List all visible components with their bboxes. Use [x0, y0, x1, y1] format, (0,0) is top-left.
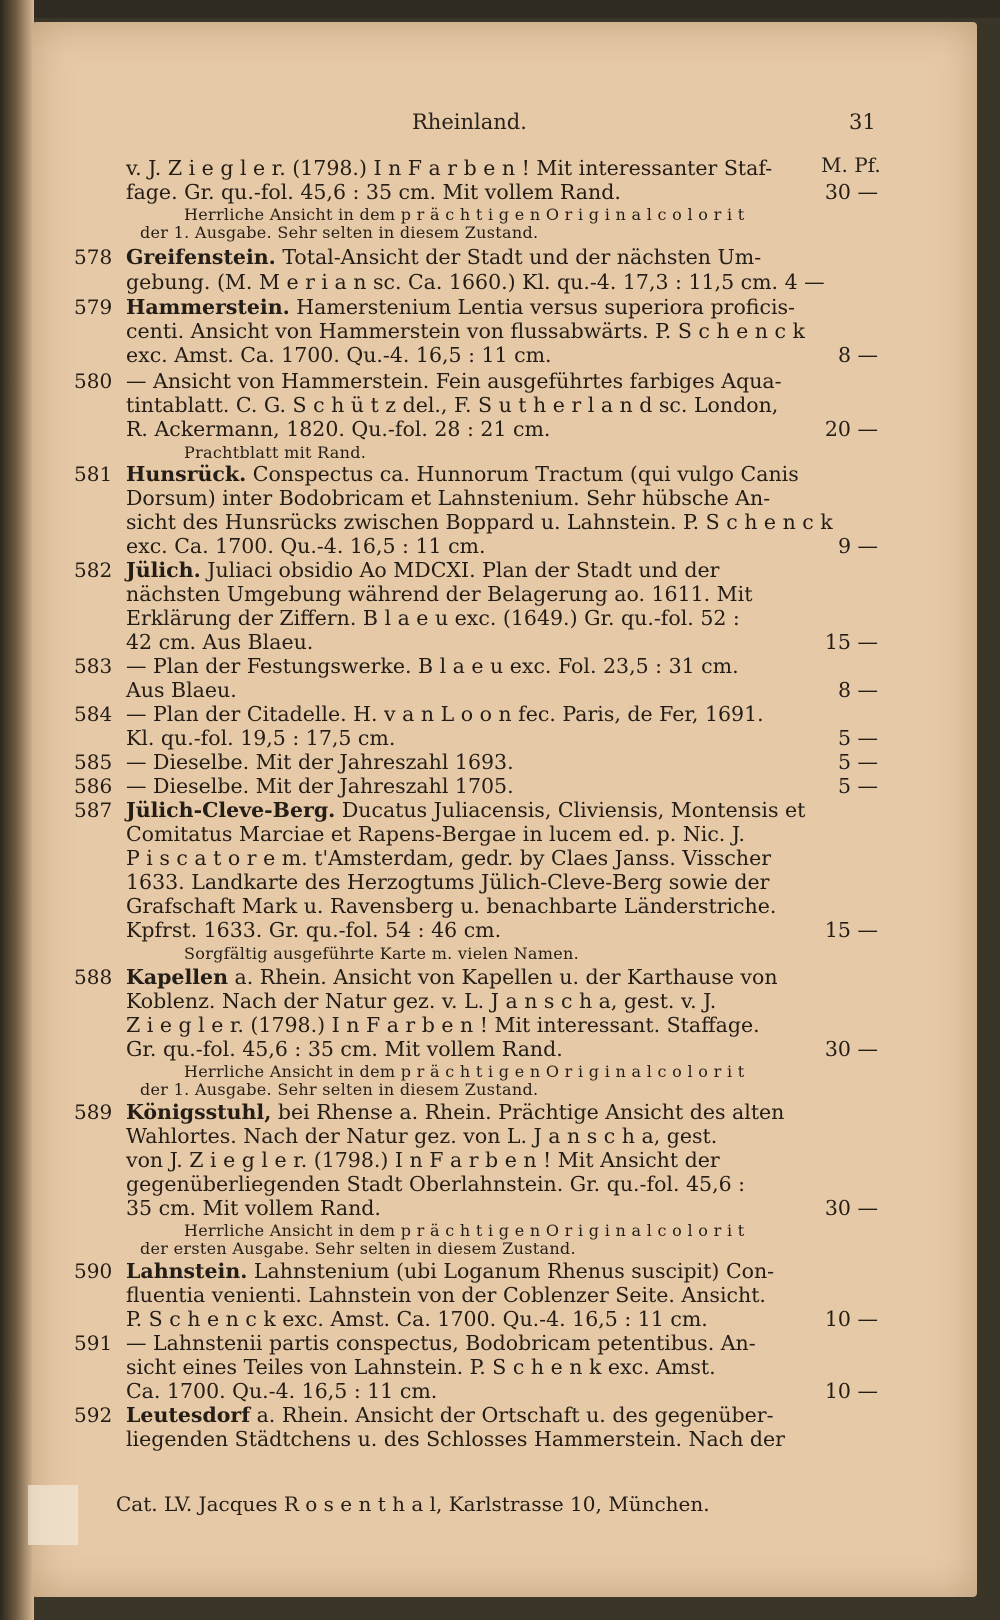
catalog-line-text: Aus Blaeu. — [126, 678, 237, 702]
catalog-line-text: Gr. qu.-fol. 45,6 : 35 cm. Mit vollem Rand. — [126, 1037, 563, 1061]
entry-number: 584 — [74, 702, 113, 726]
catalog-line — [126, 750, 878, 774]
catalog-line-text: fluentia venienti. Lahnstein von der Coblenzer Seite. Ansicht. — [126, 1283, 766, 1307]
entry-price: 10 — — [824, 1379, 878, 1403]
catalog-line — [126, 1427, 878, 1451]
catalog-line — [126, 1172, 878, 1196]
catalog-line — [126, 270, 878, 294]
catalog-line-text: Kpfrst. 1633. Gr. qu.-fol. 54 : 46 cm. — [126, 918, 502, 942]
catalog-line-text: 35 cm. Mit vollem Rand. — [126, 1196, 381, 1220]
catalog-line-text: Herrliche Ansicht in dem p r ä c h t i g e n O r i g i n a l c o l o r i t — [184, 205, 745, 224]
catalog-line — [126, 846, 878, 870]
catalog-line-text: 42 cm. Aus Blaeu. — [126, 630, 314, 654]
entry-price: 5 — — [837, 750, 878, 774]
catalog-line — [126, 156, 878, 180]
catalog-line-text: gebung. (M. M e r i a n sc. Ca. 1660.) Kl. qu.-4. 17,3 : 11,5 cm. 4 — — [126, 270, 825, 294]
catalog-line-text: Herrliche Ansicht in dem p r ä c h t i g e n O r i g i n a l c o l o r i t — [184, 1221, 745, 1240]
catalog-line-text: — Lahnstenii partis conspectus, Bodobricam petentibus. An- — [126, 1331, 756, 1355]
catalog-line — [126, 1283, 878, 1307]
entry-price: 20 — — [824, 417, 878, 441]
entry-number: 586 — [74, 774, 113, 798]
catalog-line — [126, 534, 878, 558]
catalog-line — [126, 1259, 878, 1283]
catalog-line-text: sicht des Hunsrücks zwischen Boppard u. Lahnstein. P. S c h e n c k — [126, 510, 833, 534]
catalog-line-text: — Dieselbe. Mit der Jahreszahl 1705. — [126, 774, 514, 798]
entry-number: 592 — [74, 1403, 113, 1427]
catalog-line-text: nächsten Umgebung während der Belagerung ao. 1611. Mit — [126, 582, 753, 606]
catalog-line-text: Greifenstein. Total-Ansicht der Stadt und der nächsten Um- — [126, 245, 762, 269]
catalog-line — [126, 1307, 878, 1331]
entry-price: 30 — — [824, 1196, 878, 1220]
catalog-line-text: der 1. Ausgabe. Sehr selten in diesem Zustand. — [140, 1080, 539, 1099]
catalog-line-text: 1633. Landkarte des Herzogtums Jülich-Cleve-Berg sowie der — [126, 870, 770, 894]
catalog-line — [126, 1196, 878, 1220]
catalog-line — [126, 295, 878, 319]
catalog-line — [126, 1403, 878, 1427]
catalog-line-text: sicht eines Teiles von Lahnstein. P. S c h e n k exc. Amst. — [126, 1355, 716, 1379]
entry-price: 15 — — [824, 918, 878, 942]
catalog-line-text: fage. Gr. qu.-fol. 45,6 : 35 cm. Mit vollem Rand. — [126, 180, 621, 204]
catalog-line-text: Dorsum) inter Bodobricam et Lahnstenium. Sehr hübsche An- — [126, 486, 771, 510]
catalog-line — [126, 1379, 878, 1403]
catalog-line-text: Hunsrück. Conspectus ca. Hunnorum Tractum (qui vulgo Canis — [126, 462, 799, 486]
catalog-line — [140, 221, 892, 245]
entry-number: 591 — [74, 1331, 113, 1355]
catalog-line — [126, 918, 878, 942]
library-stamp — [28, 1485, 78, 1545]
catalog-line — [126, 1037, 878, 1061]
catalog-line — [140, 1078, 892, 1102]
catalog-line-text: Königsstuhl, bei Rhense a. Rhein. Prächtige Ansicht des alten — [126, 1100, 785, 1124]
catalog-line-text: Sorgfältig ausgeführte Karte m. vielen Namen. — [184, 944, 580, 963]
catalog-line — [126, 343, 878, 367]
catalog-line — [126, 1355, 878, 1379]
catalog-line — [126, 1331, 878, 1355]
catalog-line — [126, 678, 878, 702]
entry-number: 582 — [74, 558, 113, 582]
catalog-line — [126, 1124, 878, 1148]
entry-price: 9 — — [837, 534, 878, 558]
catalog-line-text: der 1. Ausgabe. Sehr selten in diesem Zustand. — [140, 223, 539, 242]
catalog-line-text: — Dieselbe. Mit der Jahreszahl 1693. — [126, 750, 514, 774]
entry-number: 590 — [74, 1259, 113, 1283]
catalog-line — [126, 486, 878, 510]
catalog-line-text: — Plan der Citadelle. H. v a n L o o n fec. Paris, de Fer, 1691. — [126, 702, 764, 726]
price-column-heading: M. Pf. — [821, 153, 881, 177]
catalog-line-text: Jülich-Cleve-Berg. Ducatus Juliacensis, Cliviensis, Montensis et — [126, 798, 806, 822]
entry-price: 30 — — [824, 180, 878, 204]
catalog-line-text: der ersten Ausgabe. Sehr selten in diesem Zustand. — [140, 1239, 576, 1258]
catalog-line — [126, 245, 878, 269]
catalog-line — [126, 726, 878, 750]
catalog-line-text: liegenden Städtchens u. des Schlosses Hammerstein. Nach der — [126, 1427, 785, 1451]
catalog-line — [126, 319, 878, 343]
catalog-line — [126, 393, 878, 417]
page-number: 31 — [849, 110, 876, 134]
catalog-line-text: P. S c h e n c k exc. Amst. Ca. 1700. Qu.-4. 16,5 : 11 cm. — [126, 1307, 708, 1331]
catalog-line-text: centi. Ansicht von Hammerstein von flussabwärts. P. S c h e n c k — [126, 319, 805, 343]
entry-number: 588 — [74, 965, 113, 989]
catalog-line-text: v. J. Z i e g l e r. (1798.) I n F a r b e n ! Mit interessanter Staf- — [126, 156, 773, 180]
catalog-line — [140, 1237, 892, 1261]
catalog-line-text: tintablatt. C. G. S c h ü t z del., F. S u t h e r l a n d sc. London, — [126, 393, 779, 417]
catalog-line-text: Prachtblatt mit Rand. — [184, 443, 367, 462]
catalog-line-text: Kapellen a. Rhein. Ansicht von Kapellen u. der Karthause von — [126, 965, 778, 989]
catalog-line — [126, 417, 878, 441]
catalog-line-text: Leutesdorf a. Rhein. Ansicht der Ortschaft u. des gegenüber- — [126, 1403, 774, 1427]
catalog-line — [126, 369, 878, 393]
catalog-line — [126, 510, 878, 534]
entry-number: 581 — [74, 462, 113, 486]
catalog-line — [126, 1100, 878, 1124]
catalog-line — [126, 774, 878, 798]
catalog-line — [126, 894, 878, 918]
catalog-line-text: R. Ackermann, 1820. Qu.-fol. 28 : 21 cm. — [126, 417, 551, 441]
catalog-line — [126, 1148, 878, 1172]
catalog-line-text: Koblenz. Nach der Natur gez. v. L. J a n s c h a, gest. v. J. — [126, 989, 717, 1013]
entry-number: 589 — [74, 1100, 113, 1124]
catalog-line-text: Erklärung der Ziffern. B l a e u exc. (1649.) Gr. qu.-fol. 52 : — [126, 606, 740, 630]
catalog-line — [126, 1013, 878, 1037]
catalog-line-text: Herrliche Ansicht in dem p r ä c h t i g e n O r i g i n a l c o l o r i t — [184, 1062, 745, 1081]
entry-number: 585 — [74, 750, 113, 774]
catalog-line-text: Comitatus Marciae et Rapens-Bergae in lucem ed. p. Nic. J. — [126, 822, 745, 846]
entry-number: 583 — [74, 654, 113, 678]
catalog-line — [126, 870, 878, 894]
catalog-line — [126, 558, 878, 582]
entry-price: 10 — — [824, 1307, 878, 1331]
catalog-line-text: gegenüberliegenden Stadt Oberlahnstein. Gr. qu.-fol. 45,6 : — [126, 1172, 746, 1196]
page-header-title: Rheinland. — [412, 110, 527, 134]
catalog-line-text: — Plan der Festungswerke. B l a e u exc. Fol. 23,5 : 31 cm. — [126, 654, 739, 678]
catalog-line-text: Ca. 1700. Qu.-4. 16,5 : 11 cm. — [126, 1379, 438, 1403]
entry-price: 8 — — [837, 343, 878, 367]
catalog-line-text: Lahnstein. Lahnstenium (ubi Loganum Rhenus suscipit) Con- — [126, 1259, 775, 1283]
page-footer: Cat. LV. Jacques R o s e n t h a l, Karlstrasse 10, München. — [116, 1492, 710, 1516]
entry-number: 579 — [74, 295, 113, 319]
entry-price: 8 — — [837, 678, 878, 702]
catalog-line — [126, 965, 878, 989]
catalog-line — [126, 582, 878, 606]
catalog-line-text: von J. Z i e g l e r. (1798.) I n F a r b e n ! Mit Ansicht der — [126, 1148, 720, 1172]
entry-price: 5 — — [837, 774, 878, 798]
catalog-line-text: Hammerstein. Hamerstenium Lentia versus superiora proficis- — [126, 295, 795, 319]
book-top-edge — [0, 0, 1000, 18]
catalog-line-text: Kl. qu.-fol. 19,5 : 17,5 cm. — [126, 726, 396, 750]
catalog-line — [126, 822, 878, 846]
catalog-line-text: P i s c a t o r e m. t'Amsterdam, gedr. by Claes Janss. Visscher — [126, 846, 772, 870]
catalog-line — [126, 798, 878, 822]
catalog-line — [126, 989, 878, 1013]
catalog-line — [126, 462, 878, 486]
entry-price: 15 — — [824, 630, 878, 654]
book-spine — [0, 0, 34, 1620]
catalog-line-text: Grafschaft Mark u. Ravensberg u. benachbarte Länderstriche. — [126, 894, 777, 918]
catalog-line — [126, 654, 878, 678]
catalog-line — [184, 942, 936, 966]
entry-number: 578 — [74, 245, 113, 269]
catalog-line — [126, 180, 878, 204]
catalog-line-text: — Ansicht von Hammerstein. Fein ausgeführtes farbiges Aqua- — [126, 369, 782, 393]
catalog-line-text: exc. Amst. Ca. 1700. Qu.-4. 16,5 : 11 cm. — [126, 343, 552, 367]
entry-number: 580 — [74, 369, 113, 393]
catalog-line-text: exc. Ca. 1700. Qu.-4. 16,5 : 11 cm. — [126, 534, 486, 558]
catalog-line-text: Z i e g l e r. (1798.) I n F a r b e n ! Mit interessant. Staffage. — [126, 1013, 760, 1037]
entry-price: 5 — — [837, 726, 878, 750]
catalog-line — [126, 606, 878, 630]
catalog-page — [32, 22, 977, 1597]
catalog-line-text: Jülich. Juliaci obsidio Ao MDCXI. Plan der Stadt und der — [126, 558, 720, 582]
catalog-line — [126, 630, 878, 654]
entry-price: 30 — — [824, 1037, 878, 1061]
entry-number: 587 — [74, 798, 113, 822]
catalog-line-text: Wahlortes. Nach der Natur gez. von L. J a n s c h a, gest. — [126, 1124, 718, 1148]
catalog-line — [126, 702, 878, 726]
